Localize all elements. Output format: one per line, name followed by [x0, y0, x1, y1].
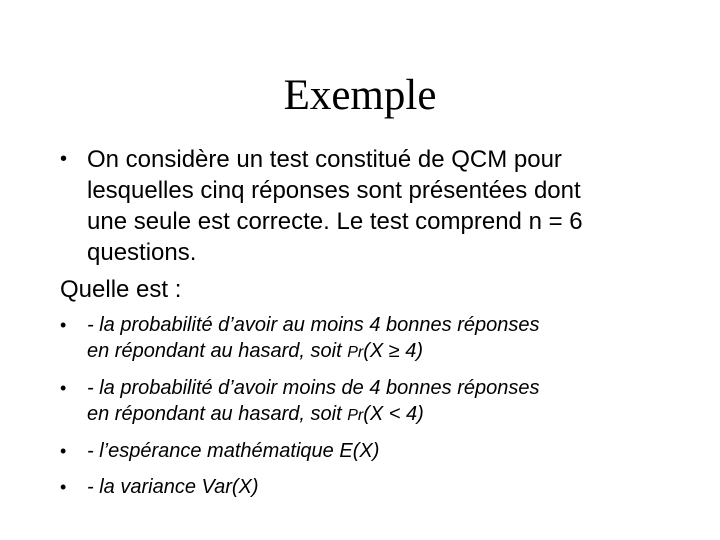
question-1-line-1: - la probabilité d’avoir au moins 4 bonnes réponses	[87, 314, 540, 336]
intro-bullet	[60, 144, 660, 268]
intro-line-2: lesquelles cinq réponses sont présentées dont	[87, 177, 581, 204]
question-bullet-2	[60, 375, 680, 429]
question-1-line-2	[87, 338, 680, 366]
question-2-line-2	[87, 401, 680, 429]
question-2-suffix: (X < 4)	[363, 403, 424, 425]
intro-line-3: une seule est correcte. Le test comprend n = 6	[87, 208, 583, 235]
question-3-line-1: - l’espérance mathématique E(X)	[87, 440, 380, 462]
intro-line-4: questions.	[87, 239, 197, 266]
question-2-line-1: - la probabilité d’avoir moins de 4 bonnes réponses	[87, 377, 540, 399]
intro-line-1: On considère un test constitué de QCM pour	[87, 146, 562, 173]
question-bullet-1	[60, 312, 680, 366]
probability-symbol: Pr	[347, 344, 364, 361]
bullet-dot: •	[60, 315, 67, 335]
slide-title: Exemple	[283, 72, 437, 119]
bullet-dot: •	[60, 378, 67, 398]
question-4-line-1: - la variance Var(X)	[87, 476, 259, 498]
question-bullet-3	[60, 438, 680, 464]
question-1-suffix: (X ≥ 4)	[363, 340, 424, 362]
bullet-dot: •	[60, 477, 67, 497]
bullet-dot: •	[60, 441, 67, 461]
question-intro: Quelle est :	[60, 276, 182, 303]
bullet-dot: •	[60, 148, 68, 170]
question-1-prefix: en répondant au hasard, soit	[87, 340, 348, 362]
probability-symbol: Pr	[347, 407, 364, 424]
question-bullet-4	[60, 474, 680, 500]
question-2-prefix: en répondant au hasard, soit	[87, 403, 348, 425]
